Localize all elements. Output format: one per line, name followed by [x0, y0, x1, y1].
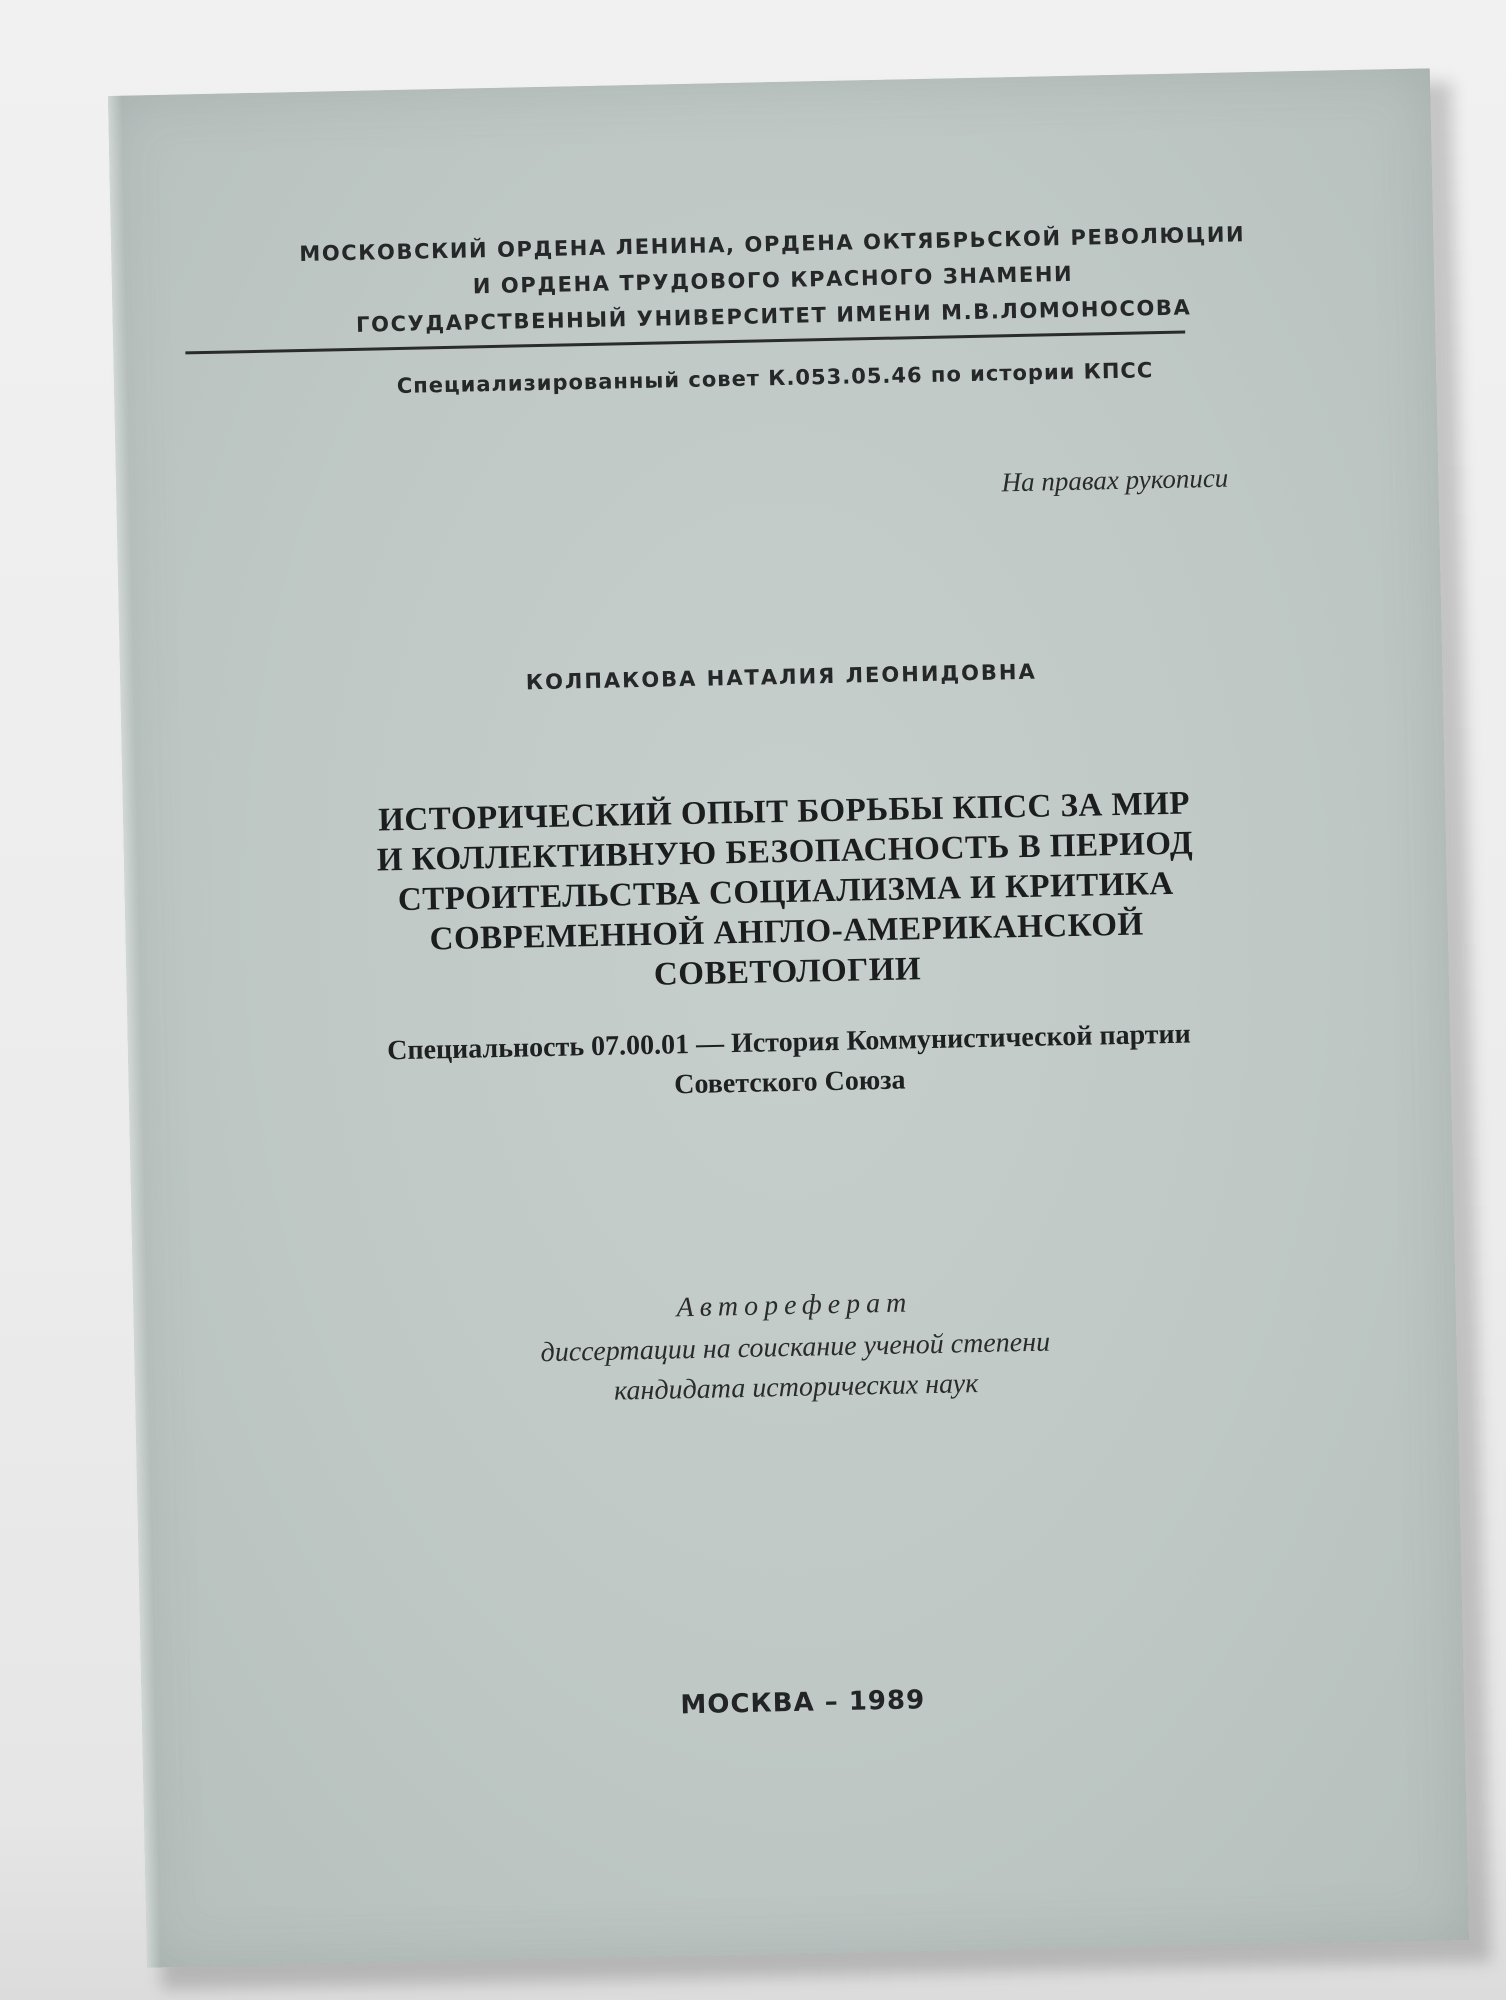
title-line-3: СТРОИТЕЛЬСТВА СОЦИАЛИЗМА И КРИТИКА — [397, 865, 1175, 919]
specialty-line-1: Специальность 07.00.01 — История Коммунистической партии — [386, 1018, 1192, 1067]
title-line-1: ИСТОРИЧЕСКИЙ ОПЫТ БОРЬБЫ КПСС ЗА МИР — [377, 785, 1191, 839]
city-year: МОСКВА – 1989 — [680, 1685, 926, 1721]
university-line-2: И ОРДЕНА ТРУДОВОГО КРАСНОГО ЗНАМЕНИ — [472, 261, 1074, 299]
specialty-line-2: Советского Союза — [673, 1064, 906, 1101]
author-name: КОЛПАКОВА НАТАЛИЯ ЛЕОНИДОВНА — [525, 659, 1037, 695]
council-line: Специализированный совет К.053.05.46 по истории КПСС — [396, 358, 1154, 399]
manuscript-note: На правах рукописи — [1001, 462, 1229, 498]
title-line-4: СОВРЕМЕННОЙ АНГЛО-АМЕРИКАНСКОЙ — [429, 906, 1144, 958]
university-line-3: ГОСУДАРСТВЕННЫЙ УНИВЕРСИТЕТ ИМЕНИ М.В.ЛОМОНОСОВА — [355, 295, 1192, 337]
title-line-2: И КОЛЛЕКТИВНУЮ БЕЗОПАСНОСТЬ В ПЕРИОД — [376, 825, 1194, 879]
university-line-1: МОСКОВСКИЙ ОРДЕНА ЛЕНИНА, ОРДЕНА ОКТЯБРЬСКОЙ РЕВОЛЮЦИИ — [299, 222, 1246, 267]
abstract-line-2: кандидата исторических наук — [613, 1368, 979, 1407]
title-line-5: СОВЕТОЛОГИИ — [653, 951, 922, 993]
booklet-cover — [108, 68, 1469, 1967]
abstract-line-1: диссертации на соискание ученой степени — [540, 1326, 1051, 1369]
abstract-heading: Автореферат — [676, 1287, 913, 1324]
